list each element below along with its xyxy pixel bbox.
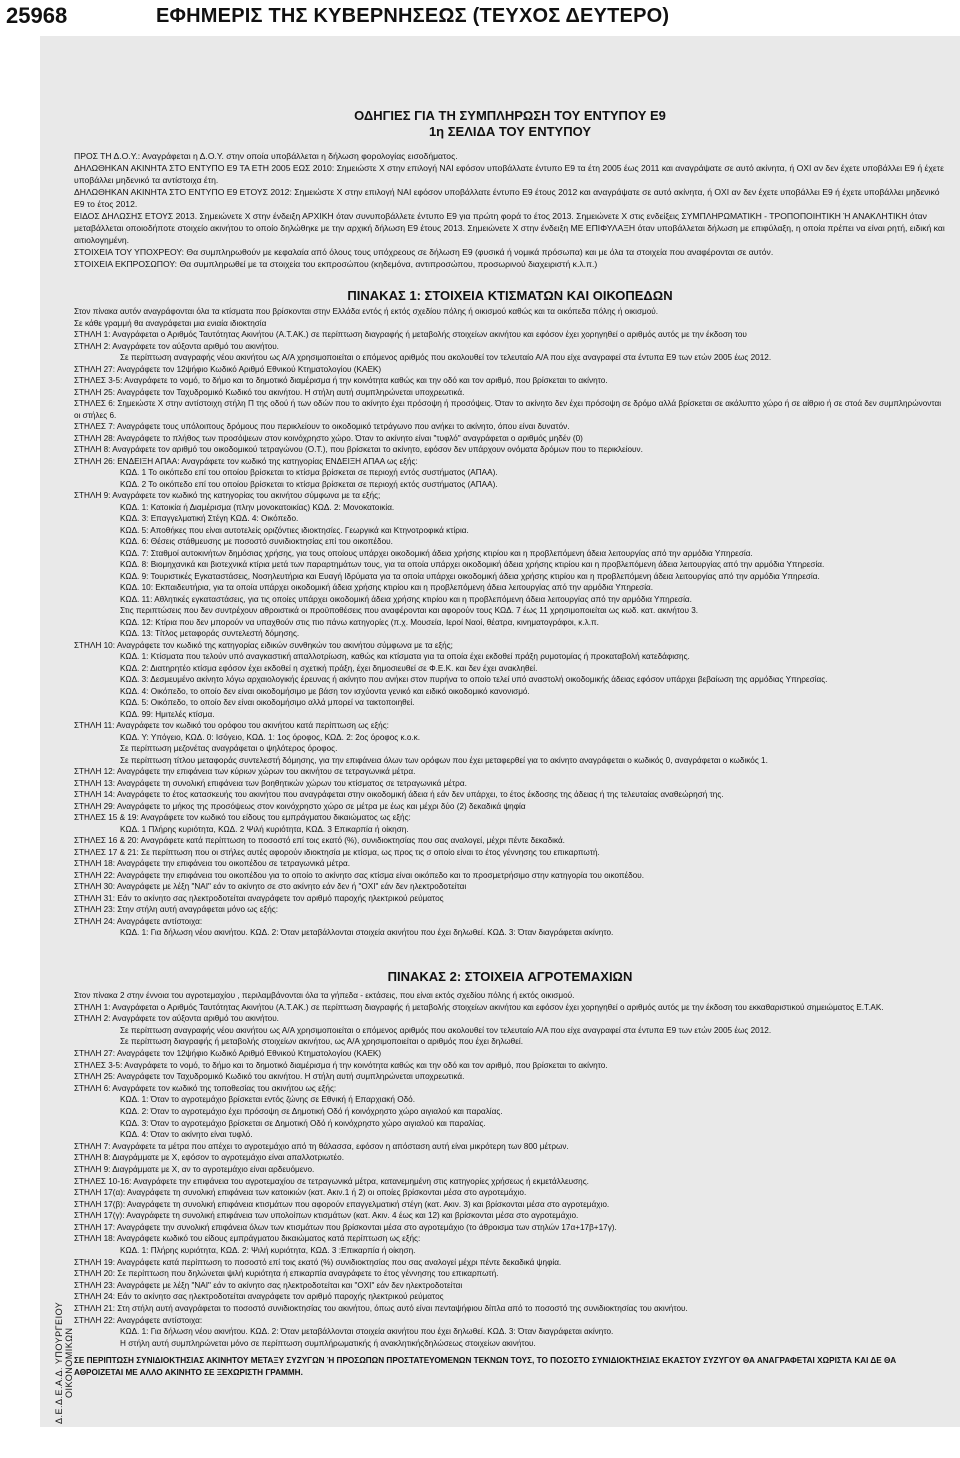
- table1-line: ΚΩΔ. 12: Κτίρια που δεν μπορούν να υπαχθούν στις πιο πάνω κατηγορίες (π.χ. Μουσεία, Ιεροί Ναοί, θέατρα, κινηματογράφοι, κ.λ.π.: [120, 617, 599, 627]
- table2-line: ΣΤΗΛΗ 23: Αναγράφετε με λέξη "ΝΑΙ" εάν το ακίνητο σας ηλεκτροδοτείται και "ΟΧΙ" εάν δεν ηλεκτροδοτείται: [74, 1280, 463, 1290]
- table2-line: ΚΩΔ. 1: Πλήρης κυριότητα, ΚΩΔ. 2: Ψιλή κυριότητα, ΚΩΔ. 3 :Επικαρπία ή οίκηση.: [120, 1246, 416, 1256]
- table1-line: ΣΤΗΛΗ 8: Αναγράφετε τον αριθμό του οικοδομικού τετραγώνου (Ο.Τ.), που βρίσκεται το ακίνητο, εφόσον δεν υπάρχουν ονόματα δρόμων που το περικλείουν.: [74, 445, 643, 454]
- table1-line: Σε κάθε γραμμή θα αναγράφεται μια ενιαία ιδιοκτησία: [74, 318, 267, 328]
- table1-line: ΚΩΔ. 9: Τουριστικές Εγκαταστάσεις, Νοσηλευτήρια και Ευαγή Ιδρύματα για τα οποία υπάρχει οικοδομική άδεια χρήσης κτιρίου και η προβλεπόμενη άδεια λειτουργίας από την αρμόδια Υπηρεσία.: [120, 571, 820, 581]
- table1-line: ΣΤΗΛΗ 27: Αναγράφετε τον 12ψήφιο Κωδικό Αριθμό Εθνικού Κτηματολογίου (ΚΑΕΚ): [74, 364, 382, 374]
- table2-line: ΣΤΗΛΗ 17: Αναγράφετε την συνολική επιφάνεια όλων των κτισμάτων που βρίσκονται μέσα στο αγροτεμάχιο (το άθροισμα των στηλών 17α+17β+17γ).: [74, 1222, 617, 1232]
- table2-line: ΣΤΗΛΕΣ 3-5: Αναγράφετε το νομό, το δήμο και το δημοτικό διαμέρισμα ή την κοινότητα καθώς και την οδό και τον αριθμό, που βρίσκεται το ακίνητο.: [74, 1060, 608, 1070]
- table1-line: ΣΤΗΛΗ 18: Αναγράφετε την επιφάνεια του οικοπέδου σε τετραγωνικά μέτρα.: [74, 859, 351, 868]
- table1-line: ΣΤΗΛΗ 28: Αναγράφετε το πλήθος των προσόψεων στον κοινόχρηστο χώρο. Όταν το ακίνητο είναι "τυφλό" αναγράφεται ο αριθμός μηδέν (0): [74, 433, 583, 443]
- table1-heading: ΠΙΝΑΚΑΣ 1: ΣΤΟΙΧΕΙΑ ΚΤΙΣΜΑΤΩΝ ΚΑΙ ΟΙΚΟΠΕΔΩΝ: [347, 288, 673, 303]
- table2-line: ΣΤΗΛΗ 2: Αναγράφετε τον αύξοντα αριθμό του ακινήτου.: [74, 1014, 279, 1024]
- table1-line: ΚΩΔ. 2 Το οικόπεδο επί του οποίου βρίσκεται το κτίσμα βρίσκεται σε περιοχή εκτός συστήματος (ΑΠΑΑ).: [120, 479, 498, 489]
- instruction-line: ΕΙΔΟΣ ΔΗΛΩΣΗΣ ΕΤΟΥΣ 2013. Σημειώνετε Χ στην ένδειξη ΑΡΧΙΚΗ όταν συνυποβάλλετε έντυπο Ε9 για πρώτη φορά το έτος 2013. Σημειώνετε Χ στις ενδείξεις ΣΥΜΠΛΗΡΩΜΑΤΙΚΗ - ΤΡΟΠΟΠΟΙΗΤΙΚΗ Ή ΑΝΑΚΛΗΤΙΚΗ όταν μεταβάλλεται οποιοδήποτε στοιχείο ακινήτου το οποίο δηλώθηκε με την αρχική δήλωση Ε9 έτους 2013. Σημειώνετε Χ στην ένδειξη ΜΕ ΕΠΙΦΥΛΑΞΗ όταν υποβάλλεται δήλωση με επιφύλαξη, η οποία πρέπει να είναι ρητή, ειδική και αιτιολογημένη.: [74, 211, 945, 245]
- table1-line: ΣΤΗΛΗ 22: Αναγράφετε την επιφάνεια του οικοπέδου για το οποίο το ακίνητο σας κτίσμα είναι οικόπεδο και το προσμετρήσιμο στην κατηγορία του οικοπέδου.: [74, 870, 645, 880]
- sidebar-publisher-text: Δ.Ε.Δ.Ε.Α.Δ. ΥΠΟΥΡΓΕΙΟΥ ΟΙΚΟΝΟΜΙΚΩΝ: [54, 1301, 74, 1425]
- instruction-line: ΔΗΛΩΘΗΚΑΝ ΑΚΙΝΗΤΑ ΣΤΟ ΕΝΤΥΠΟ Ε9 ΤΑ ΕΤΗ 2005 ΕΩΣ 2010: Σημειώστε Χ στην επιλογή ΝΑΙ εφόσον υποβάλλατε έντυπο Ε9 τα έτη 2005 έως 2011 και αναγράψατε σε αυτό ακίνητα, ή ΟΧΙ αν δεν έχετε υποβάλλει Ε9 ή έχετε υποβάλλει μηδενικό τα αντίστοιχα έτη.: [74, 163, 944, 185]
- table2-line: ΣΤΗΛΗ 25: Αναγράφετε τον Ταχυδρομικό Κωδικό του ακινήτου. Η στήλη αυτή συμπληρώνεται υποχρεωτικά.: [74, 1072, 465, 1082]
- instructions-subtitle: 1η ΣΕΛΙΔΑ ΤΟΥ ΕΝΤΥΠΟΥ: [428, 124, 592, 139]
- table1-line: ΣΤΗΛΗ 11: Αναγράφετε τον κωδικό του ορόφου του ακινήτου κατά περίπτωση ως εξής:: [74, 721, 389, 730]
- table1-line: ΣΤΗΛΕΣ 6: Σημειώστε Χ στην αντίστοιχη στήλη Π της οδού ή των οδών που το ακίνητο έχει πρόσοψη ή προσόψεις. Όταν το ακίνητο δεν έχει πρόσοψη σε δρόμο αλλά βρίσκεται σε ακάλυπτο χώρο ή σε αίθριο ή σε στοά δεν συμπληρώνονται οι στήλες 6.: [74, 399, 942, 420]
- table1-line: ΚΩΔ. 6: Θέσεις στάθμευσης με ποσοστό συνιδιοκτησίας επί του οικοπέδου.: [120, 537, 393, 546]
- table2-line: ΣΤΗΛΗ 9: Διαγράμματε με Χ, αν το αγροτεμάχιο είναι αρδευόμενο.: [74, 1164, 315, 1174]
- table1-line: ΚΩΔ. 3: Επαγγελματική Στέγη ΚΩΔ. 4: Οικόπεδο.: [120, 514, 299, 523]
- table2-line: ΣΤΗΛΗ 20: Σε περίπτωση που δηλώνεται ψιλή κυριότητα ή επικαρπία αναγράφετε το έτος γέννησης του επικαρπωτή.: [74, 1269, 499, 1279]
- table1-line: ΚΩΔ. 99: Ημιτελές κτίσμα.: [120, 709, 215, 719]
- table2-line: ΚΩΔ. 1: Για δήλωση νέου ακινήτου. ΚΩΔ. 2: Όταν μεταβάλλονται στοιχεία ακινήτου που έχει δηλωθεί. ΚΩΔ. 3: Όταν διαγράφεται ακίνητο.: [120, 1327, 614, 1337]
- table2-line: ΣΤΗΛΗ 19: Αναγράφετε κατά περίπτωση το ποσοστό επί τοις εκατό (%) συνιδιοκτησίας που σας αναλογεί μέχρι πέντε δεκαδικά ψηφία.: [74, 1257, 562, 1267]
- table2-line: ΚΩΔ. 2: Όταν το αγροτεμάχιο έχει πρόσοψη σε Δημοτική Οδό ή κοινόχρηστο χώρο αιγιαλού και παραλίας.: [120, 1106, 503, 1116]
- table1-line: ΚΩΔ. 4: Οικόπεδο, το οποίο δεν είναι οικοδομήσιμο με βάση τον ισχύοντα γενικό και ειδικό οικοδομικό κανονισμό.: [120, 686, 530, 696]
- page-number: 25968: [6, 3, 68, 28]
- table2-line: ΣΤΗΛΗ 18: Αναγράφετε κωδικό του είδους εμπράγματου δικαιώματος κατά περίπτωση ως εξής:: [74, 1234, 421, 1244]
- table2-line: Στον πίνακα 2 στην έννοια του αγροτεμαχίου , περιλαμβάνονται όλα τα γήπεδα - εκτάσεις, που είναι εκτός σχεδίου πόλης ή εκτός οικισμού.: [74, 991, 575, 1000]
- table2-heading: ΠΙΝΑΚΑΣ 2: ΣΤΟΙΧΕΙΑ ΑΓΡΟΤΕΜΑΧΙΩΝ: [387, 969, 633, 984]
- table2-line: ΣΤΗΛΗ 8: Διαγράμματε με Χ, εφόσον το αγροτεμάχιο είναι απαλλοτριωτέο.: [74, 1153, 344, 1163]
- table1-line: ΣΤΗΛΕΣ 16 & 20: Αναγράφετε κατά περίπτωση το ποσοστό επί τοις εκατό (%), συνιδιοκτησίας που σας αναλογεί, μέχρι πέντε δεκαδικά.: [74, 836, 565, 845]
- table2-line: ΣΤΗΛΗ 17(β): Αναγράφετε τη συνολική επιφάνεια κτισμάτων που αφορούν επαγγελματική στέγη (κατ. Ακιν. 3) και βρίσκονται μέσα στο αγροτεμάχιο.: [74, 1199, 610, 1209]
- table2-line: Σε περίπτωση αναγραφής νέου ακινήτου ως Α/Α χρησιμοποιείται ο επόμενος αριθμός που ακολουθεί τον τελευταίο Α/Α που είχε αναγραφεί στα έντυπα Ε9 των ετών 2005 έως 2012.: [120, 1025, 772, 1035]
- table1-line: ΣΤΗΛΗ 13: Αναγράφετε τη συνολική επιφάνεια των βοηθητικών χώρων του κτίσματος σε τετραγωνικά μέτρα.: [74, 778, 467, 788]
- table2-line: ΣΤΗΛΗ 1: Αναγράφεται ο Αριθμός Ταυτότητας Ακινήτου (Α.Τ.ΑΚ.) σε περίπτωση διαγραφής ή μεταβολής στοιχείων ακινήτου και εφόσον έχει χορηγηθεί ο αριθμός αυτός με την έκδοση του εκκαθαριστικού σημειώματος Ε.Τ.ΑΚ.: [74, 1002, 884, 1012]
- table1-line: ΚΩΔ. 1: Για δήλωση νέου ακινήτου. ΚΩΔ. 2: Όταν μεταβάλλονται στοιχεία ακινήτου που έχει δηλωθεί. ΚΩΔ. 3: Όταν διαγράφεται ακίνητο.: [120, 928, 614, 937]
- table1-line: ΚΩΔ. 5: Αποθήκες που είναι αυτοτελείς οριζόντιες ιδιοκτησίες. Γεωργικά και Κτηνοτροφικά κτίρια.: [120, 525, 469, 535]
- table1-line: Σε περίπτωση αναγραφής νέου ακινήτου ως Α/Α χρησιμοποιείται ο επόμενος αριθμός που ακολουθεί τον τελευταίο Α/Α που είχε αναγραφεί στα έντυπα Ε9 των ετών 2005 έως 2012.: [120, 353, 772, 362]
- table2-line: ΣΤΗΛΗ 21: Στη στήλη αυτή αναγράφεται το ποσοστό συνιδιοκτησίας του ακινήτου, όπως αυτό είναι πενταψήφιου δίπλα από το ποσοστό της συνιδιοκτησίας του ακινήτου.: [74, 1304, 688, 1314]
- table1-line: ΚΩΔ. 3: Δεσμευμένο ακίνητο λόγω αρχαιολογικής έρευνας ή ακίνητο που ανήκει στον πυρήνα το οποίο τελεί υπό αναστολή οικοδομικής άδειας εφόσον υπάρχει βεβαίωση της αρμόδιας Υπηρεσίας.: [120, 675, 828, 684]
- table1-line: ΚΩΔ. 11: Αθλητικές εγκαταστάσεις, για τις οποίες υπάρχει οικοδομική άδεια χρήσης κτιρίου και η προβλεπόμενη άδεια λειτουργίας από την αρμόδια Υπηρεσία.: [120, 594, 692, 604]
- table1-body: [74, 306, 946, 939]
- table1-line: ΣΤΗΛΕΣ 17 & 21: Σε περίπτωση που οι στήλες αυτές αφορούν ιδιοκτησία με κτίσμα, ως προς τις σ οποίο είναι το έτος γέννησης του επικαρπωτή.: [74, 847, 600, 857]
- table1-line: ΣΤΗΛΕΣ 15 & 19: Αναγράφετε τον κωδικό του είδους του εμπράγματου δικαιώματος ως εξής:: [74, 813, 411, 822]
- table1-line: Στις περιπτώσεις που δεν συντρέχουν αθροιστικά οι προϋποθέσεις που αναφέρονται και αφορούν τους ΚΩΔ. 7 έως 11 χρησιμοποιείται ως κωδ. κατ. ακινήτου 3.: [120, 606, 699, 615]
- table1-line: ΣΤΗΛΗ 30: Αναγράφετε με λέξη "ΝΑΙ" εάν το ακίνητο σε στο ακίνητο εάν δεν ή "ΟΧΙ" εάν δεν ηλεκτροδοτείται: [74, 882, 467, 891]
- instruction-line: ΔΗΛΩΘΗΚΑΝ ΑΚΙΝΗΤΑ ΣΤΟ ΕΝΤΥΠΟ Ε9 ΕΤΟΥΣ 2012: Σημειώστε Χ στην επιλογή ΝΑΙ εφόσον υποβάλλατε έντυπο Ε9 έτους 2012 και αναγράψατε σε αυτό ακίνητα, ή ΟΧΙ αν δεν έχετε υποβάλλει Ε9 ή έχετε υποβάλλει μηδενικό Ε9 το έτος 2012.: [74, 187, 940, 209]
- table1-line: ΣΤΗΛΗ 24: Αναγράφετε αντίστοιχα:: [74, 916, 203, 926]
- table2-line: ΣΤΗΛΕΣ 10-16: Αναγράφετε την επιφάνεια του αγροτεμαχίου σε τετραγωνικά μέτρα, κατανεμημένη στις κατηγορίες χρήσεως ή εκμετάλλευσης.: [74, 1176, 589, 1186]
- table2-line: ΣΤΗΛΗ 17(γ): Αναγράφετε τη συνολική επιφάνεια των υπολοίπων κτισμάτων (κατ. Ακιν. 4 έως και 12) και βρίσκονται μέσα στο αγροτεμάχιο.: [74, 1211, 579, 1221]
- table1-line: ΚΩΔ. 2: Διατηρητέο κτίσμα εφόσον έχει εκδοθεί η σχετική πράξη, έχει δημοσιευθεί σε Φ.Ε.Κ. και δεν έχει ανακληθεί.: [120, 663, 538, 673]
- table1-line: Στον πίνακα αυτόν αναγράφονται όλα τα κτίσματα που βρίσκονται στην Ελλάδα εντός ή εκτός σχεδίου πόλης ή οικισμού καθώς και τα οικόπεδα πόλης ή οικισμού.: [74, 307, 659, 316]
- table1-line: Σε περίπτωση τίτλου μεταφοράς συντελεστή δόμησης, για την επιφάνεια όλων των ορόφων που έχει μεταφερθεί για το ακίνητο αναγράφεται ο κωδικός 0, αναγράφεται ο κωδικός 1.: [120, 755, 768, 765]
- table2-line: ΣΤΗΛΗ 24: Εάν το ακίνητο σας ηλεκτροδοτείται αναγράφετε τον αριθμό παροχής ηλεκτρικού ρεύματος: [74, 1292, 444, 1302]
- table1-line: ΣΤΗΛΗ 12: Αναγράφετε την επιφάνεια των κύριων χώρων του ακινήτου σε τετραγωνικά μέτρα.: [74, 767, 416, 776]
- table2-line: ΣΤΗΛΗ 22: Αναγράφετε αντίστοιχα:: [74, 1315, 203, 1325]
- table1-line: ΣΤΗΛΗ 23: Στην στήλη αυτή αναγράφεται μόνο ως εξής:: [74, 905, 278, 914]
- table1-line: ΣΤΗΛΗ 1: Αναγράφεται ο Αριθμός Ταυτότητας Ακινήτου (Α.Τ.ΑΚ.) σε περίπτωση διαγραφής ή μεταβολής στοιχείων ακινήτου και εφόσον έχει χορηγηθεί ο αριθμός αυτός με την έκδοση του: [74, 330, 747, 339]
- table2-line: ΣΤΗΛΗ 7: Αναγράφετε τα μέτρα που απέχει το αγροτεμάχιο από τη θάλασσα, εφόσον η απόσταση αυτή είναι μικρότερη των 800 μέτρων.: [74, 1141, 569, 1151]
- table1-line: ΣΤΗΛΗ 25: Αναγράφετε τον Ταχυδρομικό Κωδικό του ακινήτου. Η στήλη αυτή συμπληρώνεται υποχρεωτικά.: [74, 387, 465, 397]
- table1-line: ΚΩΔ. Υ: Υπόγειο, ΚΩΔ. 0: Ισόγειο, ΚΩΔ. 1: 1ος όροφος, ΚΩΔ. 2: 2ος όροφος κ.ο.κ.: [120, 732, 421, 742]
- instruction-line: ΠΡΟΣ ΤΗ Δ.Ο.Υ.: Αναγράφεται η Δ.Ο.Υ. στην οποία υποβάλλεται η δήλωση φορολογίας εισοδήματος.: [74, 151, 458, 161]
- table1-line: ΚΩΔ. 5: Οικόπεδο, το οποίο δεν είναι οικοδομήσιμο αλλά μπορεί να τακτοποιηθεί.: [120, 698, 415, 707]
- table1-line: ΚΩΔ. 7: Σταθμοί αυτοκινήτων δημόσιας χρήσης, για τους οποίους υπάρχει οικοδομική άδεια χρήσης κτιρίου και η προβλεπόμενη άδεια λειτουργίας από την αρμόδια Υπηρεσία.: [120, 548, 753, 558]
- instruction-line: ΣΤΟΙΧΕΙΑ ΕΚΠΡΟΣΩΠΟΥ: Θα συμπληρωθεί με τα στοιχεία του εκπροσώπου (κηδεμόνα, αντιπροσώπου, προσωρινού διαχειριστή κ.λ.π.): [74, 259, 598, 269]
- table1-line: ΣΤΗΛΗ 29: Αναγράφετε το μήκος της προσόψεως στον κοινόχρηστο χώρο σε μέτρα με έως και μέχρι δύο (2) δεκαδικά ψηφία: [74, 801, 526, 811]
- table2-line: Σε περίπτωση διαγραφής ή μεταβολής στοιχείων ακινήτου, ως Α/Α χρησιμοποιείται ο αριθμός που έχει δηλωθεί.: [120, 1037, 523, 1047]
- gazette-header: [0, 0, 960, 32]
- table1-line: ΚΩΔ. 10: Εκπαιδευτήρια, για τα οποία υπάρχει οικοδομική άδεια χρήσης κτιρίου και η προβλεπόμενη άδεια λειτουργίας από την αρμόδια Υπηρεσία.: [120, 583, 654, 592]
- table1-line: ΚΩΔ. 13: Τίτλος μεταφοράς συντελεστή δόμησης.: [120, 629, 300, 638]
- instructions-body: [74, 150, 946, 270]
- table1-line: ΚΩΔ. 1: Κατοικία ή Διαμέρισμα (πλην μονοκατοικίας) ΚΩΔ. 2: Μονοκατοικία.: [120, 502, 395, 512]
- table2-line: Η στήλη αυτή συμπληρώνεται μόνο σε περίπτωση συμπλήρωματικής ή ανακλητικήςδηλώσεως στοιχείων ακινήτου.: [120, 1338, 536, 1348]
- table1-line: ΣΤΗΛΗ 31: Εάν το ακίνητο σας ηλεκτροδοτείται αναγράφετε τον αριθμό παροχής ηλεκτρικού ρεύματος: [74, 893, 444, 903]
- table2-line: ΚΩΔ. 1: Όταν το αγροτεμάχιο βρίσκεται εντός ζώνης σε Εθνική ή Επαρχιακή Οδό.: [120, 1095, 415, 1105]
- table1-line: ΣΤΗΛΕΣ 3-5: Αναγράφετε το νομό, το δήμο και το δημοτικό διαμέρισμα ή την κοινότητα καθώς και την οδό και τον αριθμό, που βρίσκεται το ακίνητο.: [74, 376, 608, 385]
- table1-line: ΚΩΔ. 1: Κτίσματα που τελούν υπό αναγκαστική απαλλοτρίωση, καθώς και κτίσματα για τα οποία έχει εκδοθεί πράξη ρυμοτομίας ή προκαταβολή κατεδάφισης.: [120, 652, 690, 661]
- table2-line: ΣΤΗΛΗ 17(α): Αναγράφετε τη συνολική επιφάνεια των κατοικιών (κατ. Ακιν.1 ή 2) οι οποίες βρίσκονται μέσα στο αγροτεμάχιο.: [74, 1188, 527, 1198]
- instruction-line: ΣΤΟΙΧΕΙΑ ΤΟΥ ΥΠΟΧΡΕΟΥ: Θα συμπληρωθούν με κεφαλαία από όλους τους υπόχρεους σε δήλωση Ε9 (φυσικά ή νομικά πρόσωπα) και με όλα τα στοιχεία που αναφέρονται σε αυτόν.: [74, 247, 774, 257]
- instructions-title: ΟΔΗΓΙΕΣ ΓΙΑ ΤΗ ΣΥΜΠΛΗΡΩΣΗ ΤΟΥ ΕΝΤΥΠΟΥ Ε9: [354, 108, 666, 123]
- table2-line: ΣΤΗΛΗ 27: Αναγράφετε τον 12ψήφιο Κωδικό Αριθμό Εθνικού Κτηματολογίου (ΚΑΕΚ): [74, 1048, 382, 1058]
- table1-line: ΣΤΗΛΗ 2: Αναγράφετε τον αύξοντα αριθμό του ακινήτου.: [74, 341, 279, 351]
- table1-line: ΣΤΗΛΗ 26: ΕΝΔΕΙΞΗ ΑΠΑΑ: Αναγράφετε τον κωδικό της κατηγορίας ΕΝΔΕΙΞΗ ΑΠΑΑ ως εξής:: [74, 456, 418, 466]
- table1-line: ΚΩΔ. 8: Βιομηχανικά και βιοτεχνικά κτίρια μετά των παραρτημάτων τους, για τα οποία υπάρχει οικοδομική άδεια χρήσης κτιρίου και η προβλεπόμενη άδεια λειτουργίας από την αρμόδια Υπηρεσία.: [120, 560, 825, 569]
- table1-line: ΣΤΗΛΕΣ 7: Αναγράφετε τους υπόλοιπους δρόμους που περικλείουν το οικοδομικό τετράγωνο που ανήκει το ακίνητο, όπου είναι δυνατόν.: [74, 422, 570, 431]
- table1-line: ΣΤΗΛΗ 9: Αναγράφετε τον κωδικό της κατηγορίας του ακινήτου σύμφωνα με τα εξής;: [74, 491, 381, 500]
- instructions-title-block: [74, 108, 946, 140]
- table1-line: ΚΩΔ. 1 Το οικόπεδο επί του οποίου βρίσκεται το κτίσμα βρίσκεται σε περιοχή εντός συστήματος (ΑΠΑΑ).: [120, 468, 498, 477]
- table2-line: ΚΩΔ. 4: Όταν το ακίνητο είναι τυφλό.: [120, 1130, 253, 1140]
- table2-body: [74, 990, 946, 1379]
- table1-line: ΣΤΗΛΗ 14: Αναγράφετε το έτος κατασκευής του ακινήτου που αναγράφεται στην οικοδομική άδεια ή εάν δεν υπάρχει, το έτος έκδοσης της άδειας ή της τελευταίας αναθεώρησή της.: [74, 790, 724, 799]
- table1-line: ΣΤΗΛΗ 10: Αναγράφετε τον κωδικό της κατηγορίας ειδικών συνθηκών του ακινήτου σύμφωνα με τα εξής;: [74, 640, 453, 650]
- table2-line: ΣΤΗΛΗ 6: Αναγράφετε τον κωδικό της τοποθεσίας του ακινήτου ως εξής:: [74, 1083, 337, 1093]
- table2-line: ΣΕ ΠΕΡΙΠΤΩΣΗ ΣΥΝΙΔΙΟΚΤΗΣΙΑΣ ΑΚΙΝΗΤΟΥ ΜΕΤΑΞΥ ΣΥΖΥΓΩΝ Ή ΠΡΟΣΩΠΩΝ ΠΡΟΣΤΑΤΕΥΟΜΕΝΩΝ ΤΕΚΝΩΝ ΤΟΥΣ, ΤΟ ΠΟΣΟΣΤΟ ΣΥΝΙΔΙΟΚΤΗΣΙΑΣ ΕΚΑΣΤΟΥ ΣΥΖΥΓΟΥ ΘΑ ΑΝΑΓΡΑΦΕΤΑΙ ΧΩΡΙΣΤΑ ΚΑΙ ΔΕ ΘΑ ΑΘΡΟΙΖΕΤΑΙ ΜΕ ΑΛΛΟ ΑΚΙΝΗΤΟ ΣΕ ΞΕΧΩΡΙΣΤΗ ΓΡΑΜΜΗ.: [74, 1356, 897, 1377]
- gazette-title: ΕΦΗΜΕΡΙΣ ΤΗΣ ΚΥΒΕΡΝΗΣΕΩΣ (ΤΕΥΧΟΣ ΔΕΥΤΕΡΟ): [156, 4, 670, 27]
- table2-line: ΚΩΔ. 3: Όταν το αγροτεμάχιο βρίσκεται σε Δημοτική Οδό ή κοινόχρηστο χώρο αιγιαλού και παραλίας.: [120, 1118, 486, 1128]
- table1-line: ΚΩΔ. 1 Πλήρης κυριότητα, ΚΩΔ. 2 Ψιλή κυριότητα, ΚΩΔ. 3 Επικαρπία ή οίκηση.: [120, 824, 409, 834]
- table1-line: Σε περίπτωση μεζονέτας αναγράφεται ο ψηλότερος όροφος.: [120, 744, 338, 753]
